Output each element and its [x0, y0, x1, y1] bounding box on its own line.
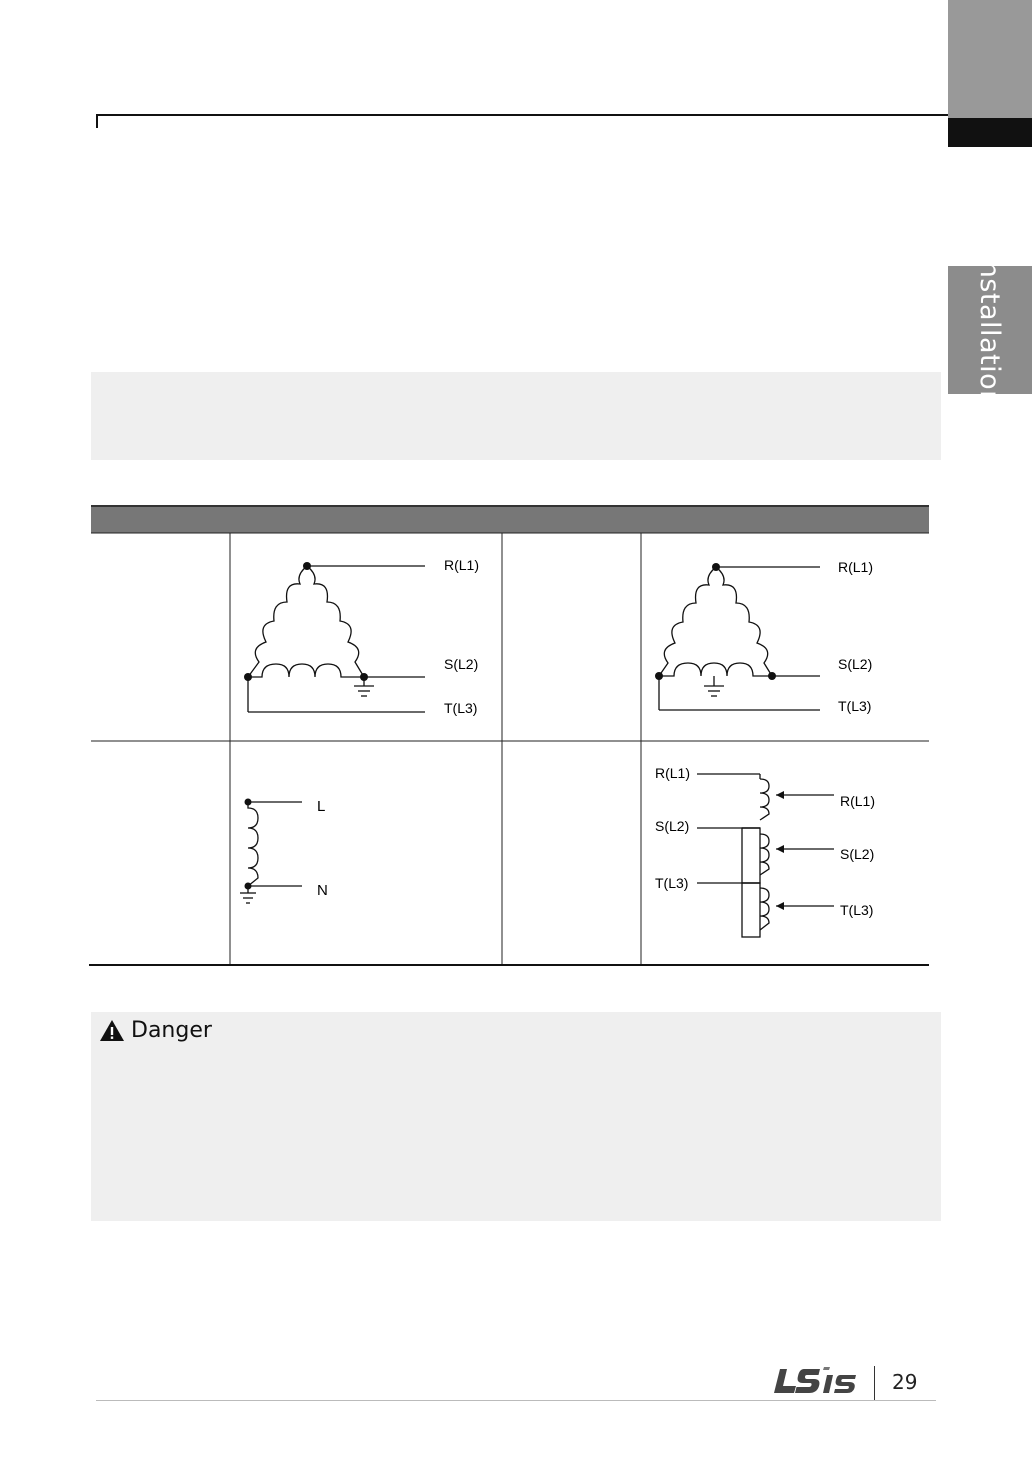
ls-is-logo	[774, 1367, 858, 1395]
winding-s	[760, 834, 769, 875]
danger-heading	[99, 1018, 212, 1043]
footer-separator	[874, 1366, 875, 1400]
single-phase-n-label: N	[317, 882, 328, 899]
arrow-t-icon	[776, 902, 784, 910]
single-phase-coil	[248, 802, 258, 886]
winding-t	[760, 888, 769, 930]
star-t-left-label: T(L3)	[655, 875, 689, 891]
delta-right-s-label: S(L2)	[838, 656, 873, 672]
delta-left-r-label: R(L1)	[444, 557, 480, 573]
delta-left-t-label: T(L3)	[444, 700, 478, 716]
star-t-right-label: T(L3)	[840, 902, 874, 918]
single-phase-l-label: L	[317, 798, 326, 815]
delta-coil-right	[307, 566, 364, 677]
side-tab-label: Installation	[974, 252, 1006, 408]
arrow-s-icon	[776, 845, 784, 853]
delta-right-r-label: R(L1)	[838, 559, 874, 575]
table-grid	[91, 533, 929, 965]
star-r-left-label: R(L1)	[655, 765, 691, 781]
delta-corner-ground-diagram	[248, 566, 425, 712]
delta-coil-left	[659, 567, 716, 676]
delta-left-s-label: S(L2)	[444, 656, 479, 672]
star-s-left-label: S(L2)	[655, 818, 690, 834]
delta-right-t-label: T(L3)	[838, 698, 872, 714]
delta-center-ground-diagram	[659, 567, 820, 710]
star-windings-diagram	[697, 774, 834, 937]
delta-coil-right	[716, 567, 772, 676]
page-number: 29	[892, 1370, 918, 1394]
delta-coil-bottom	[248, 664, 364, 677]
winding-r	[760, 779, 769, 820]
danger-box	[91, 1012, 941, 1221]
warning-triangle-icon	[99, 1019, 125, 1042]
star-s-right-label: S(L2)	[840, 846, 875, 862]
danger-title: Danger	[131, 1018, 212, 1043]
delta-coil-bottom	[659, 663, 772, 676]
star-r-right-label: R(L1)	[840, 793, 876, 809]
delta-coil-left	[248, 566, 307, 677]
arrow-r-icon	[776, 791, 784, 799]
footer-rule	[96, 1400, 936, 1401]
